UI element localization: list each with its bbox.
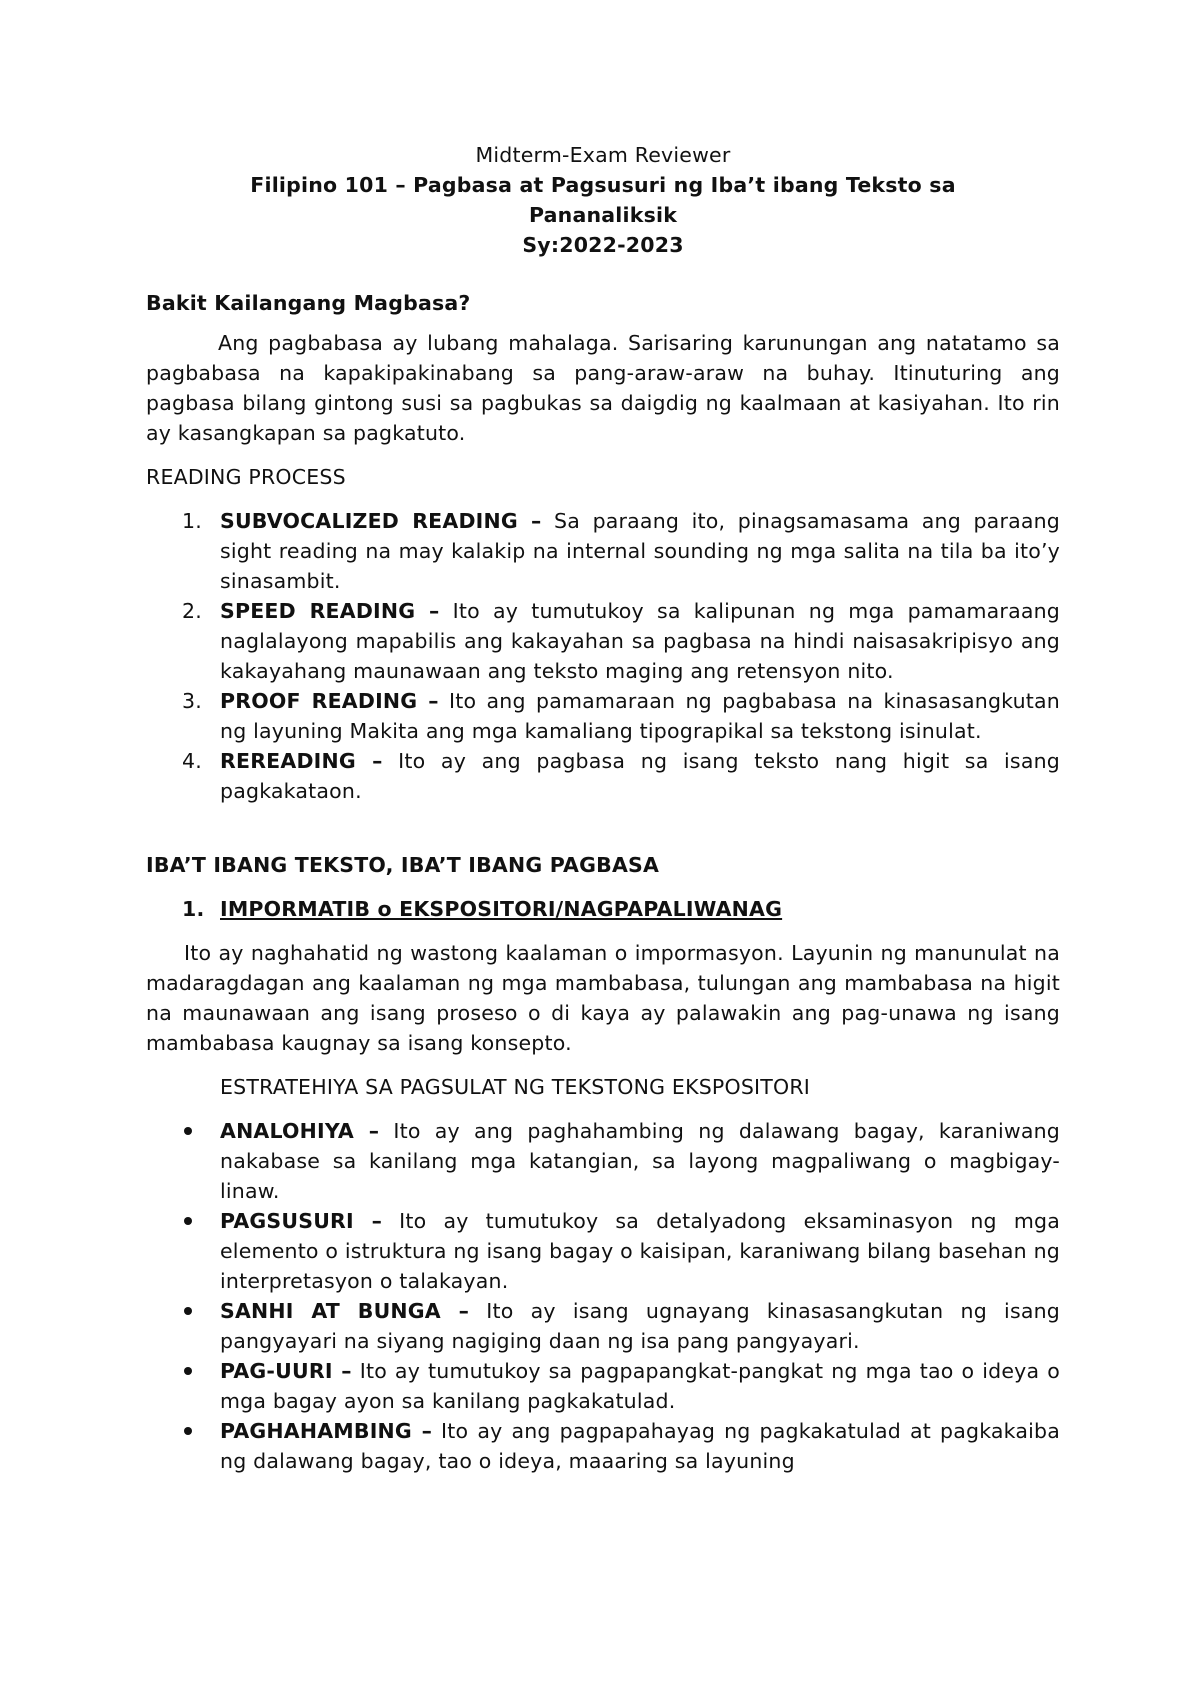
bullet-icon (184, 1367, 192, 1375)
document-subtitle-line1: Filipino 101 – Pagbasa at Pagsusuri ng Iba’t ibang Teksto sa (250, 173, 956, 197)
document-header (146, 140, 1060, 260)
list-item (146, 1356, 1060, 1416)
list-number: 3. (182, 689, 202, 713)
list-term: SPEED READING – (220, 599, 440, 623)
bullet-icon (184, 1217, 192, 1225)
list-term: SUBVOCALIZED READING – (220, 509, 542, 533)
text-type-title: IMPORMATIB o EKSPOSITORI/NAGPAPALIWANAG (220, 897, 783, 921)
list-item (146, 686, 1060, 746)
document-title: Midterm-Exam Reviewer (475, 143, 731, 167)
list-text: Ito ay ang pagpapahayag ng pagkakatulad at pagkakaiba ng dalawang bagay, tao o ideya, maaaring sa layuning (220, 1419, 1061, 1473)
bullet-icon (184, 1427, 192, 1435)
list-text: Ito ang pamamaraan ng pagbabasa na kinasasangkutan ng layuning Makita ang mga kamaliang tipograpikal sa tekstong isinulat. (220, 689, 1060, 743)
list-text: Ito ay tumutukoy sa kalipunan ng mga pamamaraang naglalayong mapabilis ang kakayahan sa pagbasa na hindi naisasakripisyo ang kakayahang maunawaan ang teksto maging ang retensyon nito. (220, 599, 1060, 683)
school-year: Sy:2022-2023 (522, 233, 684, 257)
list-text: Ito ay isang ugnayang kinasasangkutan ng isang pangyayari na siyang nagiging daan ng isa pang pangyayari. (220, 1299, 1060, 1353)
intro-heading: Bakit Kailangang Magbasa? (146, 291, 471, 315)
list-number: 2. (182, 599, 202, 623)
list-term: PROOF READING – (220, 689, 439, 713)
document-subtitle-line2: Pananaliksik (528, 203, 678, 227)
list-item (146, 1416, 1060, 1476)
list-item (146, 596, 1060, 686)
list-item (146, 1116, 1060, 1206)
list-term: SANHI AT BUNGA – (220, 1299, 470, 1323)
list-text: Ito ay ang pagbasa ng isang teksto nang higit sa isang pagkakataon. (220, 749, 1060, 803)
bullet-icon (184, 1307, 192, 1315)
texts-section-heading: IBA’T IBANG TEKSTO, IBA’T IBANG PAGBASA (146, 853, 660, 877)
intro-paragraph: Ang pagbabasa ay lubang mahalaga. Sarisaring karunungan ang natatamo sa pagbabasa na kapakipakinabang sa pang-araw-araw na buhay. Itinuturing ang pagbasa bilang gintong susi sa pagbukas sa daigdig ng kaalmaan at kasiyahan. Ito rin ay kasangkapan sa pagkatuto. (146, 331, 1060, 445)
list-text: Ito ay tumutukoy sa detalyadong eksaminasyon ng mga elemento o istruktura ng isang bagay o kaisipan, karaniwang bilang basehan ng interpretasyon o talakayan. (220, 1209, 1061, 1293)
reading-process-list (146, 506, 1060, 806)
list-item (146, 1206, 1060, 1296)
list-text: Sa paraang ito, pinagsamasama ang paraang sight reading na may kalakip na internal sounding ng mga salita na tila ba ito’y sinasambit. (220, 509, 1061, 593)
strategy-heading: ESTRATEHIYA SA PAGSULAT NG TEKSTONG EKSPOSITORI (220, 1075, 811, 1099)
text-type-heading (146, 894, 1060, 924)
list-term: REREADING – (220, 749, 383, 773)
text-type-number: 1. (182, 897, 205, 921)
list-number: 4. (182, 749, 202, 773)
list-item (146, 1296, 1060, 1356)
strategy-list (146, 1116, 1060, 1476)
list-item (146, 746, 1060, 806)
document-content (146, 140, 1060, 1476)
text-type-paragraph: Ito ay naghahatid ng wastong kaalaman o impormasyon. Layunin ng manunulat na madaragdagan ang kaalaman ng mga mambabasa, tulungan ang mambabasa na higit na maunawaan ang isang proseso o di kaya ay palawakin ang pag-unawa ng isang mambabasa kaugnay sa isang konsepto. (146, 941, 1060, 1055)
list-text: Ito ay ang paghahambing ng dalawang bagay, karaniwang nakabase sa kanilang mga katangian, sa layong magpaliwang o magbigay-linaw. (220, 1119, 1060, 1203)
list-term: PAG-UURI – (220, 1359, 352, 1383)
list-term: PAGSUSURI – (220, 1209, 383, 1233)
list-item (146, 506, 1060, 596)
reading-process-heading: READING PROCESS (146, 465, 346, 489)
list-text: Ito ay tumutukoy sa pagpapangkat-pangkat ng mga tao o ideya o mga bagay ayon sa kanilang pagkakatulad. (220, 1359, 1060, 1413)
list-term: PAGHAHAMBING – (220, 1419, 433, 1443)
list-number: 1. (182, 509, 202, 533)
list-term: ANALOHIYA – (220, 1119, 380, 1143)
bullet-icon (184, 1127, 192, 1135)
